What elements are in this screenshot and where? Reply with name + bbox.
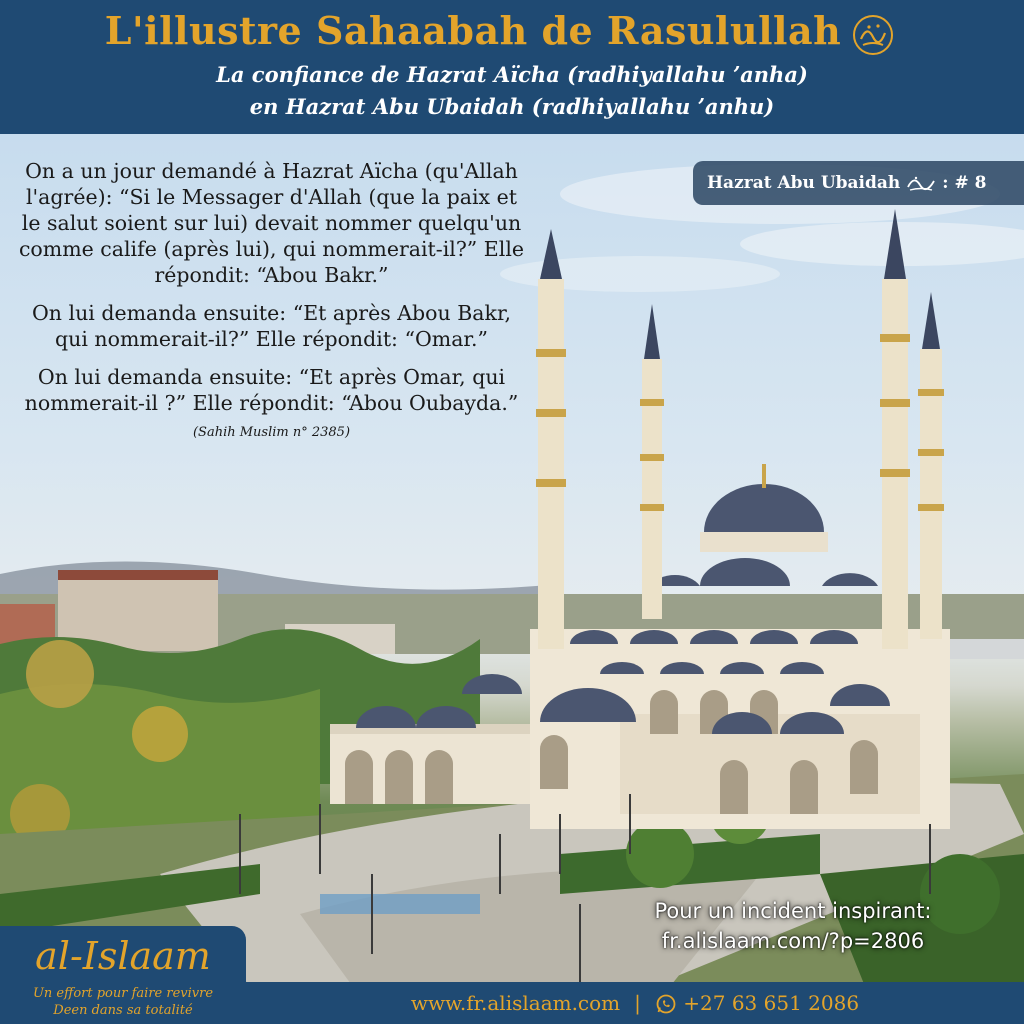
website-link[interactable]: www.fr.alislaam.com: [410, 991, 621, 1015]
story-paragraph-1: On a un jour demandé à Hazrat Aïcha (qu'Allah l'agrée): “Si le Messager d'Allah (que la paix et le salut soient sur lui) devait nommer quelqu'un comme calife (après lui), qui nommerait-il?” Elle répondit: “Abou Bakr.”: [18, 159, 525, 287]
header-banner: [0, 0, 1024, 134]
phone-number: +27 63 651 2086: [683, 990, 860, 1015]
radhiyallahu-anhu-icon: [906, 173, 936, 193]
subtitle-line-2: en Hazrat Abu Ubaidah (radhiyallahu ʼanhu): [249, 94, 775, 119]
series-tag: [693, 161, 1024, 205]
brand-tagline-2: Deen dans sa totalité: [53, 1003, 193, 1018]
subtitle-line-1: La confiance de Hazrat Aïcha (radhiyallahu ʼanha): [216, 62, 808, 87]
page-title: [0, 8, 1000, 57]
story-paragraph-3: [14, 364, 529, 446]
story-text: [14, 158, 529, 458]
brand-box: [0, 926, 246, 1024]
footer-separator: |: [634, 991, 641, 1015]
brand-logo: al-Islaam: [35, 934, 211, 978]
series-tag-number: : # 8: [942, 173, 987, 193]
incident-link-block: [610, 896, 976, 956]
hadith-reference: (Sahih Muslim n° 2385): [192, 425, 351, 440]
series-tag-label: Hazrat Abu Ubaidah: [707, 173, 901, 193]
story-paragraph-2: On lui demanda ensuite: “Et après Abou Bakr, qui nommerait-il?” Elle répondit: “Omar.”: [31, 301, 512, 351]
story-paragraph-3-text: On lui demanda ensuite: “Et après Omar, qui nommerait-il ?” Elle répondit: “Abou Oubayda.”: [24, 365, 519, 415]
brand-tagline-1: Un effort pour faire revivre: [32, 986, 214, 1001]
title-text: L'illustre Sahaabah de Rasulullah: [104, 8, 842, 53]
pbuh-calligraphy-icon: [851, 13, 895, 57]
footer-bar: [246, 982, 1024, 1024]
phone-contact[interactable]: [655, 991, 859, 1016]
incident-url[interactable]: fr.alislaam.com/?p=2806: [661, 929, 925, 953]
whatsapp-icon: [655, 993, 677, 1015]
incident-label: Pour un incident inspirant:: [654, 899, 932, 923]
